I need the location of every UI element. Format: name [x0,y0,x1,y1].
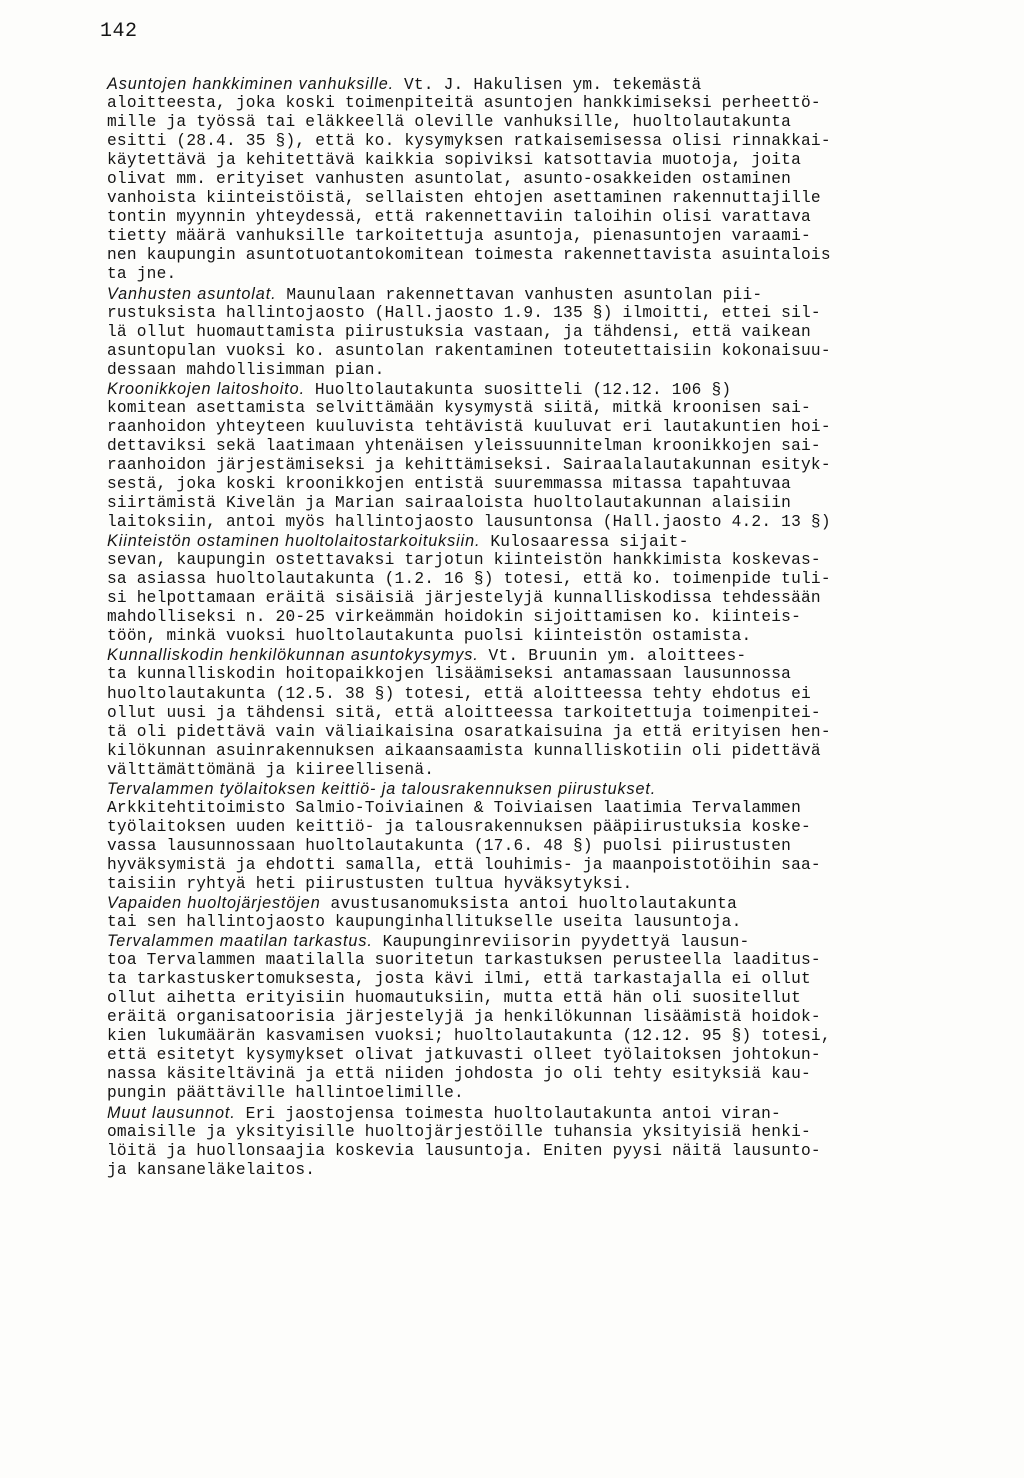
line-text: vanhoista kiinteistöistä, sellaisten ehtojen asettaminen rakennuttajille [107,189,821,208]
text-line [107,1027,987,1046]
line-text: dessaan mahdollisimman pian. [107,360,385,379]
line-text: Kulosaaressa sijait- [480,533,689,552]
text-line [107,475,987,494]
section-heading: Muut lausunnot. [107,1103,236,1122]
line-text: Vt. Bruunin ym. aloittees- [478,647,747,666]
text-line [107,799,987,818]
text-line [107,94,987,113]
section-heading: Kroonikkojen laitoshoito. [107,379,305,398]
line-text: tä oli pidettävä vain väliaikaisina osaratkaisuina ja että erityisen hen- [107,722,831,741]
line-text: raanhoidon yhteyteen kuuluvista tehtävistä kuuluvat eri lautakuntien hoi- [107,417,831,436]
line-text: ollut aihetta erityisiin huomautuksiin, mutta että hän oli suositellut [107,989,801,1008]
text-line [107,780,987,799]
body-text [107,75,987,1180]
text-line [107,265,987,284]
text-line [107,151,987,170]
text-line [107,551,987,570]
section-heading: Vanhusten asuntolat. [107,284,277,303]
line-text: aloitteesta, joka koski toimenpiteitä asuntojen hankkimiseksi perheettö- [107,94,821,113]
line-text: siirtämistä Kivelän ja Marian sairaaloista huoltolautakunnan alaisiin [107,494,792,513]
line-text: raanhoidon järjestämiseksi ja kehittämiseksi. Sairaalalautakunnan esityk- [107,455,831,474]
line-text: sestä, joka koski kroonikkojen entistä suuremmassa mitassa tapahtuvaa [107,474,792,493]
line-text: tai sen hallintojaosto kaupunginhallitukselle useita lausuntoja. [107,913,742,932]
text-line [107,75,987,94]
section-heading: Kunnalliskodin henkilökunnan asuntokysymys. [107,646,479,665]
line-text: rustuksista hallintojaosto (Hall.jaosto 1.9. 135 §) ilmoitti, ettei sil- [107,303,821,322]
text-line [107,646,987,665]
line-text: ta tarkastuskertomuksesta, josta kävi ilmi, että tarkastajalla ei ollut [107,970,811,989]
line-text: taisiin ryhtyä heti piirustusten tultua hyväksytyksi. [107,874,633,893]
line-text: Vt. J. Hakulisen ym. tekemästä [394,76,702,94]
line-text: laitoksiin, antoi myös hallintojaosto lausuntonsa (Hall.jaosto 4.2. 13 §) [107,513,831,532]
line-text: Huoltolautakunta suositteli (12.12. 106 §) [304,380,732,399]
line-text: tontin myynnin yhteydessä, että rakennettaviin taloihin olisi varattava [107,208,811,227]
line-text: mille ja työssä tai eläkkeellä oleville vanhuksille, huoltolautakunta [107,113,792,132]
text-line [107,227,987,246]
line-text: asuntopulan vuoksi ko. asuntolan rakentaminen toteutettaisiin kokonaisuu- [107,341,831,360]
text-line [107,246,987,265]
line-text: olivat mm. erityiset vanhusten asuntolat, asunto-osakkeiden ostaminen [107,170,792,189]
section-heading: Tervalammen maatilan tarkastus. [107,932,373,951]
text-line [107,189,987,208]
text-line [107,1142,987,1161]
section-heading: Tervalammen työlaitoksen keittiö- ja talousrakennuksen piirustukset. [107,779,657,798]
text-line [107,951,987,970]
line-text: komitean asettamista selvittämään kysymystä siitä, mitkä kroonisen sai- [107,398,811,417]
section-heading: Vapaiden huoltojärjestöjen [107,894,321,913]
text-line [107,513,987,532]
line-text: Kaupunginreviisorin pyydettyä lausun- [372,933,750,952]
line-text: nen kaupungin asuntotuotantokomitean toimesta rakennettavista asuintalois [107,246,831,265]
text-line [107,1046,987,1065]
line-text: avustusanomuksista antoi huoltolautakunta [320,895,738,914]
text-line [107,723,987,742]
text-line [107,989,987,1008]
text-line [107,1104,987,1123]
line-text: hyväksymistä ja ehdotti samalla, että louhimis- ja maanpoistotöihin saa- [107,855,821,874]
line-text: Eri jaostojensa toimesta huoltolautakunta antoi viran- [235,1104,781,1123]
line-text: vassa lausunnossaan huoltolautakunta (17.6. 48 §) puolsi piirustusten [107,836,792,855]
text-line [107,970,987,989]
line-text: dettaviksi sekä laatimaan yhtenäisen yleissuunnitelman kroonikkojen sai- [107,436,821,455]
line-text: ta kunnalliskodin hoitopaikkojen lisäämiseksi antamassaan lausunnossa [107,665,792,684]
text-line [107,1065,987,1084]
section-heading: Asuntojen hankkiminen vanhuksille. [107,75,395,93]
text-line [107,1008,987,1027]
line-text: mahdolliseksi n. 20-25 virkeämmän hoidokin sijoittamisen ko. kiinteis- [107,608,801,627]
line-text: pungin päättäville hallintoelimille. [107,1084,464,1103]
text-line [107,932,987,951]
text-line [107,399,987,418]
line-text: kien lukumäärän kasvamisen vuoksi; huoltolautakunta (12.12. 95 §) totesi, [107,1027,831,1046]
text-line [107,1123,987,1142]
text-line [107,304,987,323]
text-line [107,589,987,608]
section-heading: Kiinteistön ostaminen huoltolaitostarkoituksiin. [107,532,481,551]
text-line [107,570,987,589]
text-line [107,170,987,189]
page-number: 142 [100,20,138,43]
text-line [107,856,987,875]
text-line [107,913,987,932]
line-text: si helpottamaan eräitä sisäisiä järjestelyjä kunnalliskodissa tehdessään [107,589,821,608]
text-line [107,437,987,456]
line-text: lä ollut huomauttamista piirustuksia vastaan, ja tähdensi, että vaikean [107,322,811,341]
line-text: nassa käsiteltävinä ja että niiden johdosta jo oli tehty esityksiä kau- [107,1065,811,1084]
text-line [107,627,987,646]
line-text: välttämättömänä ja kiireellisenä. [107,760,435,779]
text-line [107,342,987,361]
line-text: huoltolautakunta (12.5. 38 §) totesi, että aloitteessa tehty ehdotus ei [107,684,811,703]
line-text: löitä ja huollonsaajia koskevia lausuntoja. Eniten pyysi näitä lausunto- [107,1141,821,1160]
text-line [107,494,987,513]
line-text: työlaitoksen uuden keittiö- ja talousrakennuksen pääpiirustuksia koske- [107,817,811,836]
text-line [107,113,987,132]
text-line [107,818,987,837]
text-line [107,532,987,551]
text-line [107,323,987,342]
line-text: toa Tervalammen maatilalla suoritetun tarkastuksen perusteella laaditus- [107,951,821,970]
line-text: Arkkitehtitoimisto Salmio-Toiviainen & Toiviaisen laatimia Tervalammen [107,798,801,817]
line-text: ollut uusi ja tähdensi sitä, että aloitteessa tarkoitettuja toimenpitei- [107,703,821,722]
text-line [107,132,987,151]
line-text: että esitetyt kysymykset olivat jatkuvasti olleet työlaitoksen johtokun- [107,1046,821,1065]
line-text: eräitä organisatoorisia järjestelyjä ja henkilökunnan lisäämistä hoidok- [107,1008,821,1027]
text-line [107,608,987,627]
text-line [107,875,987,894]
text-line [107,361,987,380]
text-line [107,894,987,913]
line-text: käytettävä ja kehitettävä kaikkia sopiviksi katsottavia muotoja, joita [107,151,801,170]
line-text: kilökunnan asuinrakennuksen aikaansaamista kunnalliskotiin oli pidettävä [107,741,821,760]
line-text: sevan, kaupungin ostettavaksi tarjotun kiinteistön hankkimista koskevas- [107,551,821,570]
text-line [107,685,987,704]
text-line [107,742,987,761]
text-line [107,1161,987,1180]
line-text: ta jne. [107,265,177,284]
text-line [107,665,987,684]
text-line [107,837,987,856]
line-text: omaisille ja yksityisille huoltojärjestöille tuhansia yksityisiä henki- [107,1122,811,1141]
line-text: ja kansaneläkelaitos. [107,1160,316,1179]
text-line [107,418,987,437]
text-line [107,456,987,475]
line-text: töön, minkä vuoksi huoltolautakunta puolsi kiinteistön ostamista. [107,627,752,646]
text-line [107,285,987,304]
line-text: Maunulaan rakennettavan vanhusten asuntolan pii- [276,285,763,304]
text-line [107,761,987,780]
line-text: tietty määrä vanhuksille tarkoitettuja asuntoja, pienasuntojen varaami- [107,227,811,246]
line-text: esitti (28.4. 35 §), että ko. kysymyksen ratkaisemisessa olisi rinnakkai- [107,132,831,151]
text-line [107,208,987,227]
text-line [107,1084,987,1103]
text-line [107,704,987,723]
line-text: sa asiassa huoltolautakunta (1.2. 16 §) totesi, että ko. toimenpide tuli- [107,570,831,589]
text-line [107,380,987,399]
